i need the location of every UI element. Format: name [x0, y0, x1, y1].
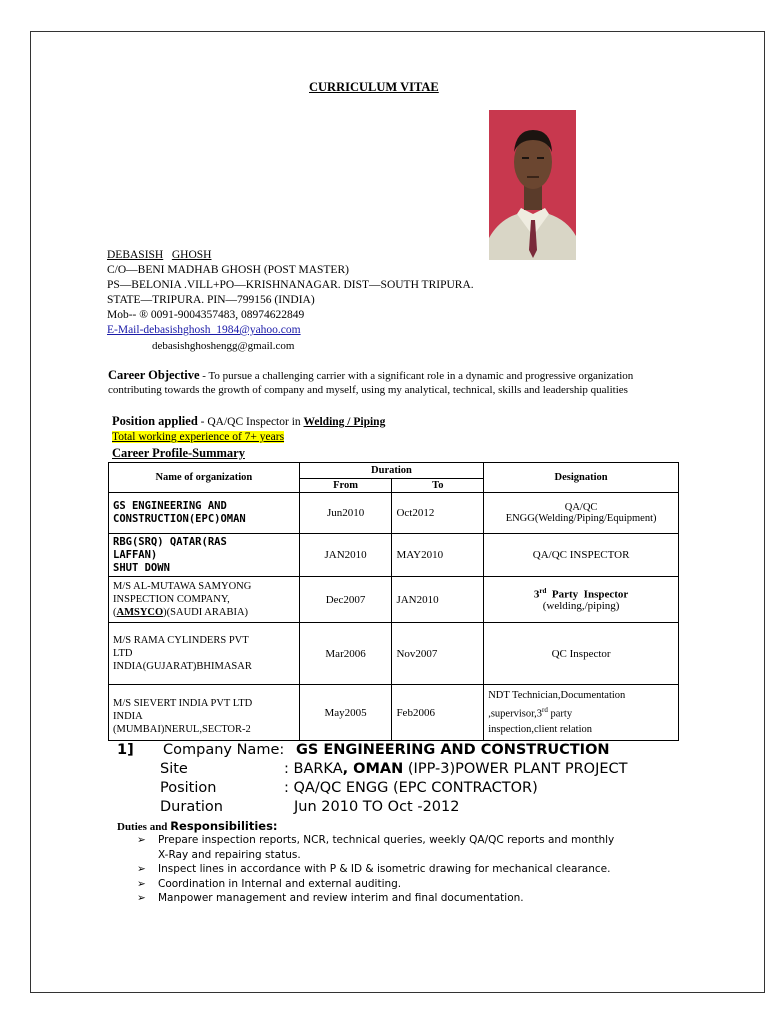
- name-last: GHOSH: [171, 249, 212, 261]
- profile-heading: Career Profile-Summary: [112, 446, 245, 460]
- col-header-designation: Designation: [484, 463, 679, 493]
- org-cell: GS ENGINEERING AND CONSTRUCTION(EPC)OMAN: [109, 493, 300, 534]
- duration-value: Jun 2010 TO Oct -2012: [294, 799, 460, 815]
- list-item: ➢ Inspect lines in accordance with P & ID & isometric drawing for mechanical clearance.: [137, 863, 611, 875]
- to-cell: Oct2012: [392, 493, 484, 534]
- company-name-label: Company Name:: [163, 742, 285, 758]
- duration-label: Duration: [160, 799, 223, 815]
- from-cell: JAN2010: [299, 534, 392, 577]
- position-heading: Position applied: [112, 414, 198, 428]
- col-header-org: Name of organization: [109, 463, 300, 493]
- to-cell: MAY2010: [392, 534, 484, 577]
- email-link-1[interactable]: E-Mail-debasishghosh_1984@yahoo.com: [107, 324, 301, 336]
- from-cell: Mar2006: [299, 623, 392, 685]
- career-summary-table: [108, 462, 679, 741]
- company-index: 1]: [117, 742, 134, 758]
- designation-cell: NDT Technician,Documentation ,supervisor,3rd party inspection,client relation: [484, 685, 679, 741]
- list-item: ➢ Prepare inspection reports, NCR, technical queries, weekly QA/QC reports and monthly X-Ray and repairing status.: [137, 834, 615, 861]
- objective-heading: Career Objective: [108, 368, 200, 382]
- name-first: DEBASISH: [107, 249, 164, 261]
- position-text: - QA/QC Inspector in: [197, 416, 304, 428]
- table-row: [109, 685, 679, 741]
- table-row: [109, 534, 679, 577]
- objective-text: - To pursue a challenging carrier with a significant role in a dynamic and progressive organization contributing towards the growth of company and myself, using my analytical, technical, skills and leadership qualities: [108, 370, 634, 396]
- position-label: Position: [160, 780, 217, 796]
- mobile-prefix: Mob-- ®: [107, 309, 151, 321]
- career-objective: [108, 368, 668, 397]
- org-cell: M/S SIEVERT INDIA PVT LTD INDIA (MUMBAI)NERUL,SECTOR-2: [109, 685, 300, 741]
- address-line-3: STATE—TRIPURA. PIN—799156 (INDIA): [107, 294, 315, 306]
- org-cell: RBG(SRQ) QATAR(RAS LAFFAN) SHUT DOWN: [109, 534, 300, 577]
- col-header-duration: Duration: [299, 463, 483, 479]
- from-cell: Jun2010: [299, 493, 392, 534]
- org-cell: M/S AL-MUTAWA SAMYONG INSPECTION COMPANY, (AMSYCO)(SAUDI ARABIA): [109, 577, 300, 623]
- table-row: [109, 493, 679, 534]
- duties-list: [137, 833, 677, 906]
- table-row: [109, 623, 679, 685]
- bullet-icon: ➢: [137, 877, 146, 890]
- designation-cell: 3rd Party Inspector (welding,/piping): [484, 577, 679, 623]
- from-cell: May2005: [299, 685, 392, 741]
- site-label: Site: [160, 761, 188, 777]
- profile-photo: [489, 110, 576, 260]
- designation-cell: QA/QC INSPECTOR: [484, 534, 679, 577]
- position-applied: [112, 414, 385, 429]
- to-cell: JAN2010: [392, 577, 484, 623]
- company-name-value: GS ENGINEERING AND CONSTRUCTION: [296, 742, 610, 758]
- email-2: debasishghoshengg@gmail.com: [152, 340, 295, 352]
- mobile-line: [107, 308, 304, 323]
- duties-heading: Duties and Responsibilities:: [117, 819, 278, 833]
- address-line-2: PS—BELONIA .VILL+PO—KRISHNANAGAR. DIST—SOUTH TRIPURA.: [107, 279, 474, 291]
- candidate-name: [107, 248, 211, 263]
- position-field: Welding / Piping: [303, 416, 386, 428]
- col-header-from: From: [299, 479, 392, 493]
- page-title: CURRICULUM VITAE: [309, 80, 439, 94]
- from-cell: Dec2007: [299, 577, 392, 623]
- list-item: ➢ Coordination in Internal and external auditing.: [137, 877, 402, 890]
- designation-cell: QC Inspector: [484, 623, 679, 685]
- position-value: : QA/QC ENGG (EPC CONTRACTOR): [284, 780, 538, 796]
- org-cell: M/S RAMA CYLINDERS PVT LTD INDIA(GUJARAT)BHIMASAR: [109, 623, 300, 685]
- to-cell: Feb2006: [392, 685, 484, 741]
- address-line-1: C/O—BENI MADHAB GHOSH (POST MASTER): [107, 264, 349, 276]
- bullet-icon: ➢: [137, 834, 146, 846]
- list-item: ➢ Manpower management and review interim and final documentation.: [137, 892, 524, 904]
- col-header-to: To: [392, 479, 484, 493]
- to-cell: Nov2007: [392, 623, 484, 685]
- table-row: [109, 577, 679, 623]
- designation-cell: QA/QC ENGG(Welding/Piping/Equipment): [484, 493, 679, 534]
- experience-highlight: Total working experience of 7+ years: [112, 431, 285, 443]
- site-value: : BARKA, OMAN (IPP-3)POWER PLANT PROJECT: [284, 761, 628, 777]
- mobile-number: 0091-9004357483, 08974622849: [150, 309, 305, 321]
- bullet-icon: ➢: [137, 863, 146, 875]
- bullet-icon: ➢: [137, 892, 146, 904]
